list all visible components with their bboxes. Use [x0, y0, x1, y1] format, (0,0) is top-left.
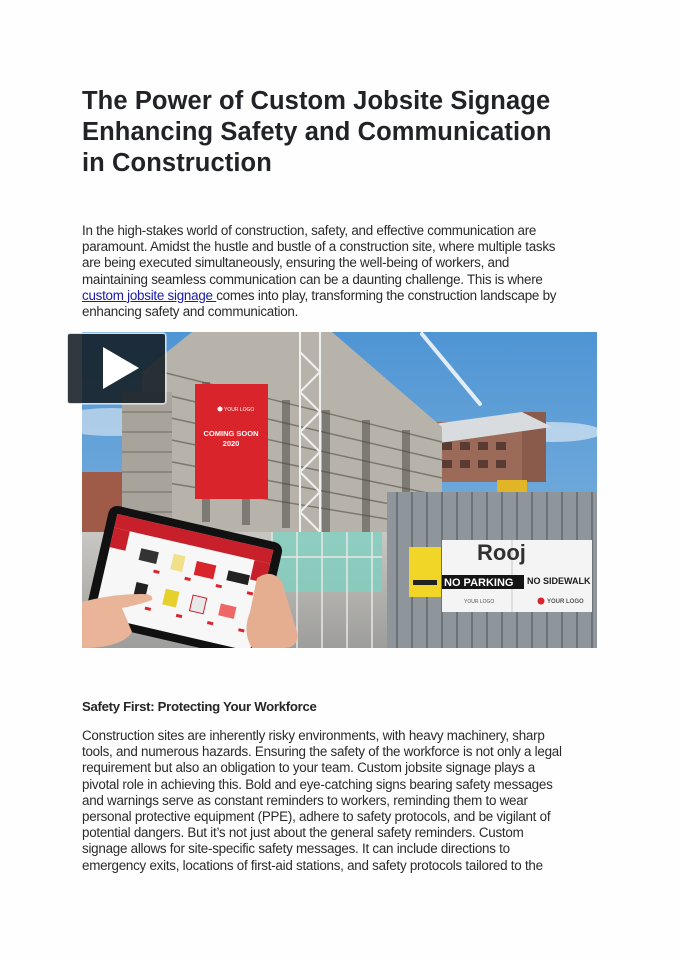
body-line-3: requirement but also an obligation to your team. Custom jobsite signage plays a [82, 760, 535, 776]
intro-after-link: comes into play, transforming the construction landscape by [216, 287, 557, 303]
title-line-1: The Power of Custom Jobsite Signage [82, 87, 551, 115]
body-line-2: tools, and numerous hazards. Ensuring the safety of the workforce is not only a legal [82, 744, 562, 760]
body-line-4: pivotal role in achieving this. Bold and eye-catching signs bearing safety messages [82, 776, 553, 792]
title-line-3: in Construction [82, 149, 272, 177]
custom-jobsite-signage-link[interactable]: custom jobsite signage [82, 287, 217, 303]
fence-logo-text: YOUR LOGO [547, 599, 584, 605]
video-play-button[interactable] [67, 333, 166, 404]
title-line-2: Enhancing Safety and Communication [82, 118, 552, 146]
intro-line-3: are being executed simultaneously, ensuring the well-being of workers, and [82, 255, 510, 271]
intro-paragraph [82, 223, 602, 320]
body-line-9: emergency exits, locations of first-aid stations, and safety protocols tailored to the [82, 857, 543, 873]
body-line-7: potential dangers. But it’s not just about the general safety reminders. Custom [82, 825, 524, 841]
yellow-notice-sign [409, 547, 441, 597]
intro-line-5 [82, 288, 602, 304]
no-sidewalk-text: NO SIDEWALK [527, 576, 591, 586]
section-heading: Safety First: Protecting Your Workforce [82, 699, 317, 714]
banner-logo-text: YOUR LOGO [224, 407, 255, 413]
intro-line-4: maintaining seamless communication can be a daunting challenge. This is where [82, 271, 543, 287]
intro-line-6: enhancing safety and communication. [82, 304, 299, 320]
no-parking-text: NO PARKING [444, 577, 514, 589]
body-line-1: Construction sites are inherently risky environments, with heavy machinery, sharp [82, 728, 545, 743]
body-line-6: personal protective equipment (PPE), adhere to safety protocols, and be vigilant of [82, 809, 551, 825]
intro-line-2: paramount. Amidst the hustle and bustle of a construction site, where multiple tasks [82, 239, 556, 255]
svg-text:Rooj: Rooj [477, 540, 526, 565]
banner-line-1: COMING SOON [203, 429, 259, 438]
page-title [82, 86, 602, 179]
play-icon [103, 347, 139, 389]
body-line-5: and warnings serve as constant reminders to workers, reminding them to wear [82, 792, 528, 808]
intro-line-1: In the high-stakes world of construction, safety, and effective communication are [82, 223, 537, 238]
fence-small-logo: YOUR LOGO [464, 599, 495, 605]
body-line-8: signage allows for site-specific safety messages. It can include directions to [82, 841, 510, 857]
banner-line-2: 2020 [222, 439, 240, 448]
section-paragraph [82, 728, 602, 874]
